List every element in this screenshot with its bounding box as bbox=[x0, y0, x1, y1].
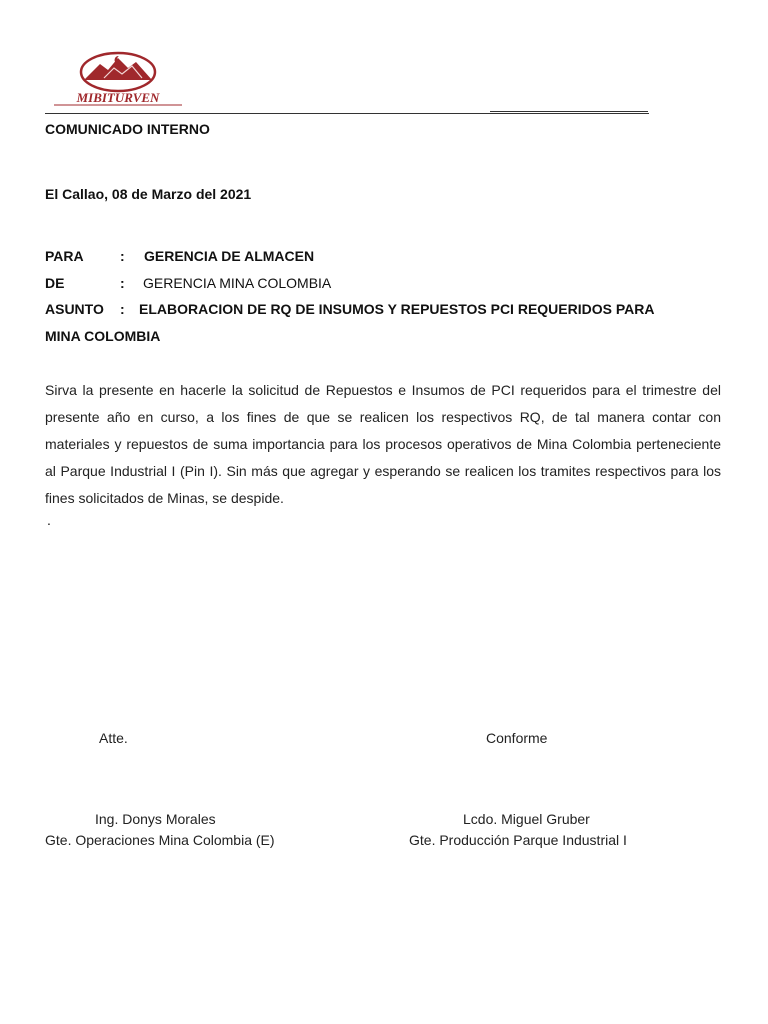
de-label: DE bbox=[45, 275, 65, 291]
para-label: PARA bbox=[45, 248, 84, 264]
memo-date: El Callao, 08 de Marzo del 2021 bbox=[45, 186, 252, 202]
memo-title: COMUNICADO INTERNO bbox=[45, 121, 210, 137]
header-rule bbox=[45, 113, 649, 114]
header-rule-accent bbox=[490, 111, 648, 112]
memo-body: Sirva la presente en hacerle la solicitud de Repuestos e Insumos de PCI requeridos para el trimestre del presente año en curso, a los fines de que se realicen los respectivos RQ, de tal manera contar con materiales y repuestos de suma importancia para los procesos operativos de Mina Colombia perteneciente al Parque Industrial I (Pin I). Sin más que agregar y esperando se realicen los tramites respectivos para los fines solicitados de Minas, se despide. bbox=[45, 382, 721, 506]
signer-right-name: Lcdo. Miguel Gruber bbox=[463, 811, 590, 827]
para-colon: : bbox=[120, 248, 125, 264]
signer-left-title: Gte. Operaciones Mina Colombia (E) bbox=[45, 832, 275, 848]
de-colon: : bbox=[120, 275, 125, 291]
asunto-label: ASUNTO bbox=[45, 301, 104, 317]
closing-atte: Atte. bbox=[99, 730, 128, 746]
stray-mark: . bbox=[47, 512, 51, 528]
de-value: GERENCIA MINA COLOMBIA bbox=[143, 275, 332, 291]
company-logo bbox=[48, 50, 188, 110]
signer-right-title: Gte. Producción Parque Industrial I bbox=[409, 832, 627, 848]
closing-conforme: Conforme bbox=[486, 730, 548, 746]
logo-wordmark: MIBITURVEN bbox=[76, 90, 160, 105]
signer-left-name: Ing. Donys Morales bbox=[95, 811, 216, 827]
asunto-colon: : bbox=[120, 301, 125, 317]
para-value: GERENCIA DE ALMACEN bbox=[144, 248, 315, 264]
asunto-value-cont: MINA COLOMBIA bbox=[45, 328, 161, 344]
asunto-value: ELABORACION DE RQ DE INSUMOS Y REPUESTOS PCI REQUERIDOS PARA bbox=[139, 301, 655, 317]
